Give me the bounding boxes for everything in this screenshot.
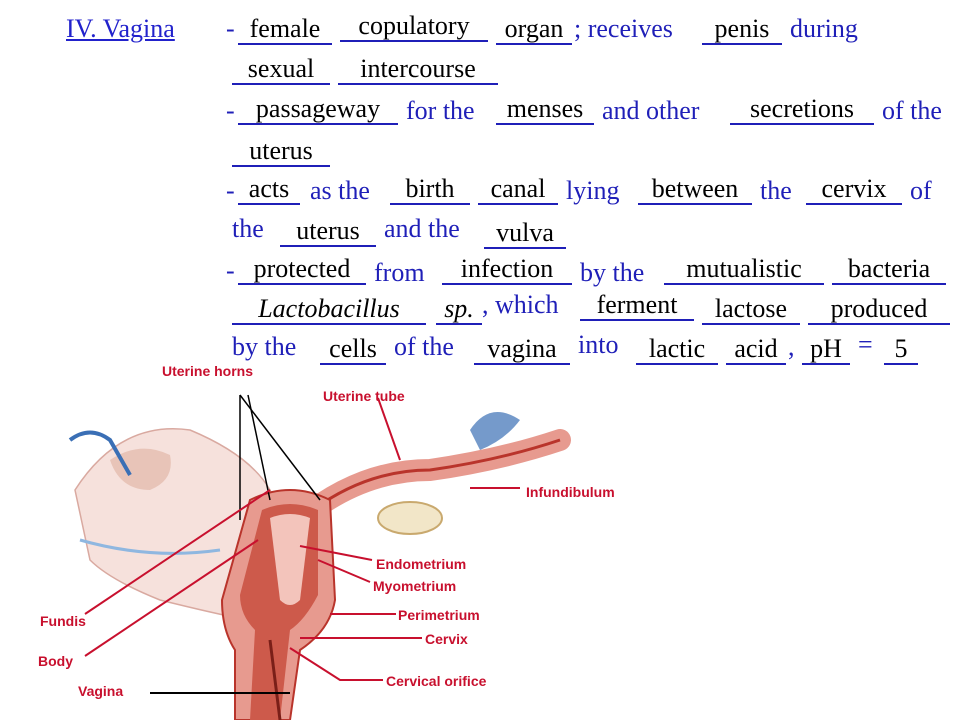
dash: - bbox=[226, 14, 235, 43]
answer-uterus-2: uterus bbox=[280, 218, 376, 247]
leader-cervical-orifice bbox=[290, 648, 383, 680]
answer-organ: organ bbox=[496, 16, 572, 45]
answer-sp: sp. bbox=[436, 296, 482, 325]
answer-female: female bbox=[238, 16, 332, 45]
answer-penis: penis bbox=[702, 16, 782, 45]
text-the: the bbox=[232, 214, 264, 243]
label-cervical-orifice: Cervical orifice bbox=[386, 673, 487, 689]
text-and-the: and the bbox=[384, 214, 460, 243]
answer-acts: acts bbox=[238, 176, 300, 205]
section-heading: IV. Vagina bbox=[66, 14, 175, 43]
answer-between: between bbox=[638, 176, 752, 205]
answer-secretions: secretions bbox=[730, 96, 874, 125]
uterus-diagram bbox=[0, 360, 960, 720]
text-of-the: of the bbox=[882, 96, 942, 125]
ovary-right bbox=[378, 502, 442, 534]
label-endometrium: Endometrium bbox=[376, 556, 467, 572]
answer-vulva: vulva bbox=[484, 220, 566, 249]
answer-cervix: cervix bbox=[806, 176, 902, 205]
dash: - bbox=[226, 96, 235, 125]
answer-passageway: passageway bbox=[238, 96, 398, 125]
text-for-the: for the bbox=[406, 96, 475, 125]
text-lying: lying bbox=[566, 176, 620, 205]
leader-uterine-tube bbox=[378, 398, 400, 460]
answer-menses: menses bbox=[496, 96, 594, 125]
answer-protected: protected bbox=[238, 256, 366, 285]
answer-lactic: lactic bbox=[636, 336, 718, 365]
text-of-the: of the bbox=[394, 332, 454, 361]
text-during: during bbox=[790, 14, 858, 43]
answer-birth: birth bbox=[390, 176, 470, 205]
label-vagina: Vagina bbox=[78, 683, 124, 699]
answer-cells: cells bbox=[320, 336, 386, 365]
text-of: of bbox=[910, 176, 932, 205]
text-the: the bbox=[760, 176, 792, 205]
text-as-the: as the bbox=[310, 176, 370, 205]
label-uterine-tube: Uterine tube bbox=[323, 388, 405, 404]
label-fundis: Fundis bbox=[40, 613, 86, 629]
answer-mutualistic: mutualistic bbox=[664, 256, 824, 285]
text-comma: , bbox=[788, 332, 795, 361]
label-perimetrium: Perimetrium bbox=[398, 607, 480, 623]
dash: - bbox=[226, 176, 235, 205]
dash: - bbox=[226, 256, 235, 285]
answer-ph: pH bbox=[802, 336, 850, 365]
answer-sexual: sexual bbox=[232, 56, 330, 85]
text-by-the: by the bbox=[580, 258, 645, 287]
text-by-the: by the bbox=[232, 332, 297, 361]
text-into: into bbox=[578, 330, 619, 359]
text-and-other: and other bbox=[602, 96, 700, 125]
answer-acid: acid bbox=[726, 336, 786, 365]
text-from: from bbox=[374, 258, 425, 287]
answer-intercourse: intercourse bbox=[338, 56, 498, 85]
label-uterine-horns: Uterine horns bbox=[162, 363, 254, 379]
text-equals: = bbox=[858, 330, 873, 359]
answer-produced: produced bbox=[808, 296, 950, 325]
answer-vagina: vagina bbox=[474, 336, 570, 365]
text-which: , which bbox=[482, 290, 559, 319]
answer-ferment: ferment bbox=[580, 292, 694, 321]
answer-infection: infection bbox=[442, 256, 572, 285]
answer-lactose: lactose bbox=[702, 296, 800, 325]
label-myometrium: Myometrium bbox=[373, 578, 457, 594]
answer-five: 5 bbox=[884, 336, 918, 365]
label-body: Body bbox=[38, 653, 73, 669]
answer-bacteria: bacteria bbox=[832, 256, 946, 285]
label-infundibulum: Infundibulum bbox=[526, 484, 615, 500]
answer-canal: canal bbox=[478, 176, 558, 205]
text-receives: ; receives bbox=[574, 14, 673, 43]
answer-copulatory: copulatory bbox=[340, 13, 488, 42]
label-cervix: Cervix bbox=[425, 631, 468, 647]
answer-lactobacillus: Lactobacillus bbox=[232, 296, 426, 325]
answer-uterus: uterus bbox=[232, 138, 330, 167]
